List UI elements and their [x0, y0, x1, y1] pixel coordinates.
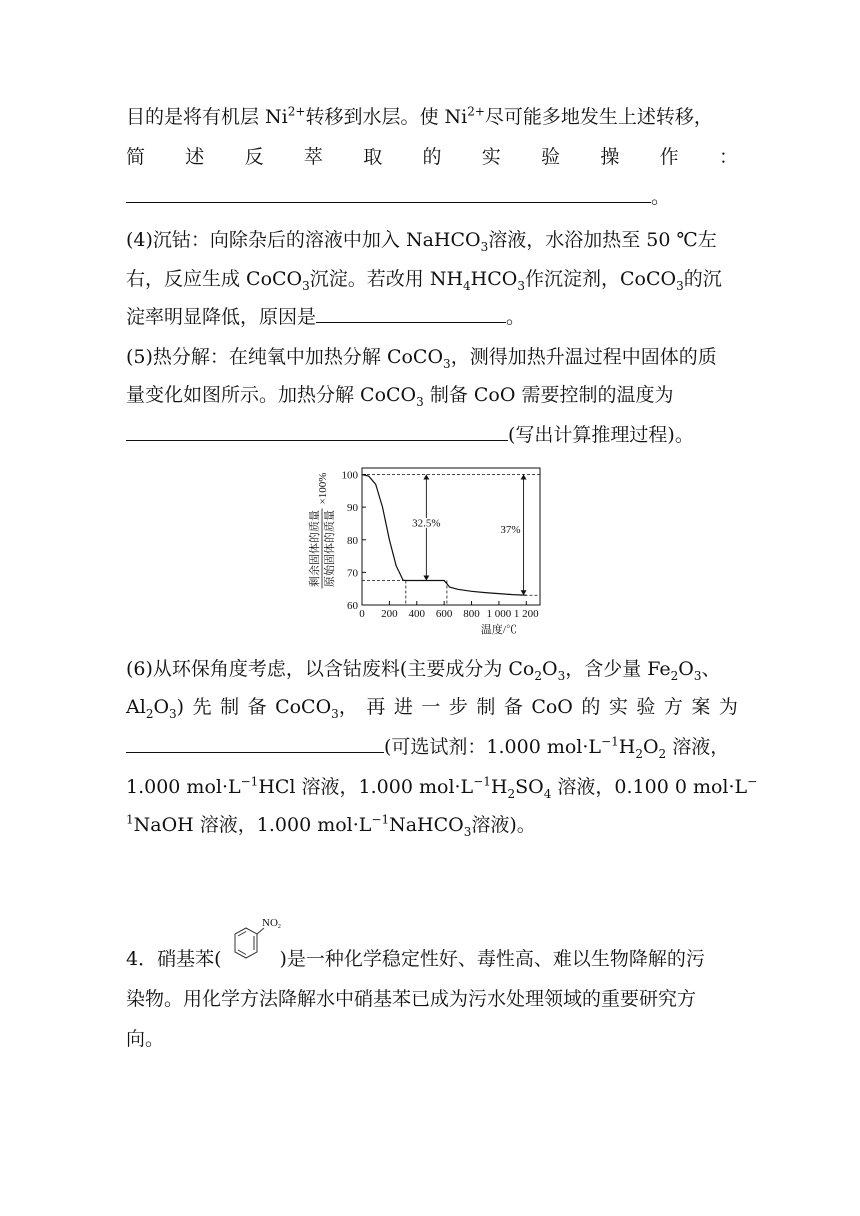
- q4-line: 淀率明显降低，原因是 。: [126, 306, 526, 328]
- text-line: 目的是将有机层 $Ni^{2+}$转移到水层。使 $Ni^{2+}$尽可能多地发生上述转移，: [126, 104, 713, 128]
- y-axis-label: [307, 473, 336, 589]
- y-label-suffix: ×100%: [317, 472, 329, 505]
- q6-line-justified: $Al_2O_3$) 先 制 备 CoCO$_3$， 再 进 一 步 制 备 CoO 的 实 验 方 案 为: [126, 696, 738, 721]
- q5-line: (写出计算推理过程)。: [126, 420, 738, 450]
- y-tick-label: 100: [341, 469, 358, 482]
- annotation-37: 37%: [500, 524, 521, 537]
- q4-line: 右，反应生成 CoCO$_3$沉淀。若改用 $NH_4HCO_3$作沉淀剂，CoCO$_3$的沉: [126, 268, 722, 293]
- arrow-32-5-head-bottom: [423, 576, 429, 581]
- y-tick-label: 70: [347, 567, 358, 580]
- x-tick-label: 400: [408, 608, 426, 620]
- y-label-denominator: 原始固体的质量: [324, 510, 336, 587]
- answer-blank[interactable]: [316, 304, 506, 323]
- answer-blank[interactable]: [126, 184, 651, 203]
- text-line-justified: 简 述 反 萃 取 的 实 验 操 作 ：: [126, 146, 738, 168]
- annotation-32-5: 32.5%: [412, 517, 441, 530]
- x-tick-label: 0: [359, 608, 365, 620]
- x-tick-label: 600: [435, 608, 453, 620]
- p4-line: 4．硝基苯( )是一种化学稳定性好、毒性高、难以生物降解的污: [126, 948, 705, 970]
- chart-svg: [296, 458, 566, 640]
- q6-line: 1.000 $mol\cdot L^{-1}HCl$ 溶液，1.000 $mol\cdot L^{-1}H_2SO_4$ 溶液，0.100 0 mol·L−: [126, 774, 758, 801]
- q6-line: (可选试剂：1.000 $mol\cdot L^{-1}H_2O_2$ 溶液，: [126, 732, 738, 762]
- x-axis-label: 温度/℃: [480, 624, 517, 636]
- x-tick-label: 800: [463, 608, 480, 620]
- y-tick-label: 80: [347, 534, 358, 547]
- y-tick-label: 90: [347, 502, 358, 515]
- x-tick-label: 1 200: [513, 608, 539, 620]
- svg-text:NO2: NO2: [262, 917, 281, 930]
- y-label-numerator: 剩余固体的质量: [309, 510, 321, 587]
- arrow-32-5-head-top: [423, 475, 429, 480]
- p4-line: 染物。用化学方法降解水中硝基苯已成为污水处理领域的重要研究方: [126, 988, 697, 1010]
- answer-blank[interactable]: [126, 422, 508, 441]
- x-tick-label: 200: [381, 608, 398, 620]
- q6-line: (6)从环保角度考虑，以含钴废料(主要成分为 $Co_2O_3$，含少量 $Fe_2O_3$、: [126, 658, 721, 683]
- mass-temperature-chart: [296, 458, 566, 640]
- q5-line: 量变化如图所示。加热分解 CoCO$_3$ 制备 CoO 需要控制的温度为: [126, 384, 674, 409]
- p4-line: 向。: [126, 1028, 165, 1050]
- answer-blank[interactable]: [126, 734, 384, 753]
- x-tick-label: 1 000: [486, 608, 512, 620]
- q6-line: $^1$NaOH 溶液，1.000 $mol\cdot L^{-1}NaHCO_3$溶液)。: [126, 812, 536, 839]
- q5-line: (5)热分解：在纯氧中加热分解 CoCO$_3$，测得加热升温过程中固体的质: [126, 346, 717, 371]
- y-tick-label: 60: [347, 600, 358, 612]
- answer-line: 。: [126, 182, 738, 212]
- arrow-37-head-top: [521, 475, 527, 480]
- q4-line: (4)沉钴：向除杂后的溶液中加入 NaHCO$_3$溶液，水浴加热至 50 ℃左: [126, 229, 717, 254]
